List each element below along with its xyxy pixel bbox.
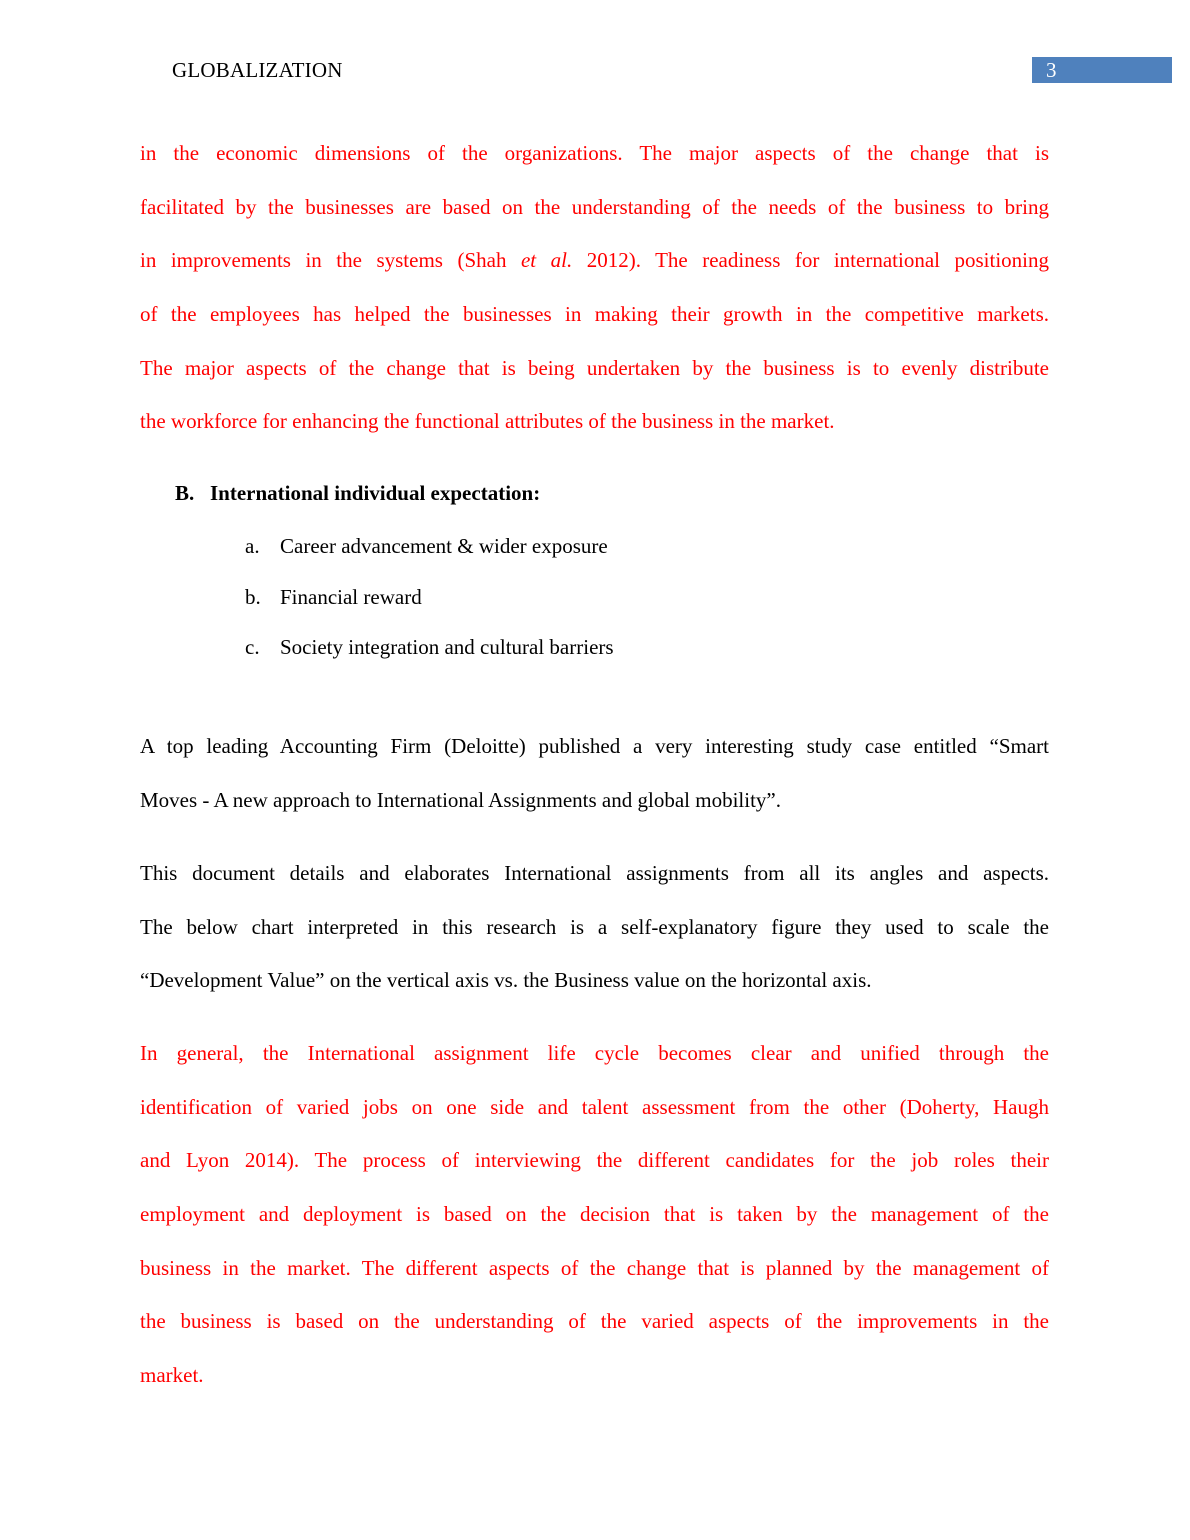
paragraph-line: A top leading Accounting Firm (Deloitte) published a very interesting study case entitled “Smart [140, 734, 1049, 758]
line-text-rest: 2012). The readiness for international positioning [572, 248, 1049, 273]
paragraph-line: the workforce for enhancing the functional attributes of the business in the market. [140, 409, 835, 434]
paragraph-line-citation [140, 234, 1049, 288]
page-number-box [1032, 57, 1172, 83]
paragraph-line: The below chart interpreted in this research is a self-explanatory figure they used to scale the [140, 914, 1049, 939]
paragraph-line: identification of varied jobs on one side and talent assessment from the other (Doherty, Haugh [140, 1094, 1049, 1119]
paragraph-line: business in the market. The different aspects of the change that is planned by the management of [140, 1255, 1049, 1280]
paragraph-line: In general, the International assignment life cycle becomes clear and unified through the [140, 1041, 1049, 1065]
list-item-text: Society integration and cultural barriers [280, 635, 614, 659]
paragraph-deloitte-study [140, 720, 1049, 827]
section-heading-text: International individual expectation: [210, 481, 541, 505]
paragraph-line: the business is based on the understanding of the varied aspects of the improvements in the [140, 1309, 1049, 1334]
paragraph-line: of the employees has helped the businesses in making their growth in the competitive markets. [140, 302, 1049, 327]
citation-et-al: et al. [520, 248, 573, 273]
expectation-list [245, 531, 614, 683]
paragraph-document-details [140, 847, 1049, 1008]
paragraph-line: and Lyon 2014). The process of interviewing the different candidates for the job roles their [140, 1148, 1049, 1173]
list-item [245, 531, 614, 582]
page-number: 3 [1046, 58, 1057, 82]
section-heading-b [175, 481, 540, 506]
paragraph-line: market. [140, 1363, 204, 1388]
list-marker: a. [245, 534, 260, 558]
paragraph-line: The major aspects of the change that is being undertaken by the business is to evenly distribute [140, 355, 1049, 380]
paragraph-life-cycle [140, 1027, 1049, 1403]
list-item-text: Financial reward [280, 584, 422, 609]
paragraph-economic-dimensions [140, 127, 1049, 449]
line-text: in improvements in the systems (Shah [140, 248, 521, 273]
paragraph-line: “Development Value” on the vertical axis vs. the Business value on the horizontal axis. [140, 968, 872, 993]
paragraph-line: This document details and elaborates International assignments from all its angles and aspects. [140, 861, 1049, 885]
list-marker: b. [245, 584, 261, 609]
list-marker: c. [245, 635, 260, 659]
paragraph-line: Moves - A new approach to International Assignments and global mobility”. [140, 787, 781, 812]
running-header-title: GLOBALIZATION [172, 58, 343, 82]
paragraph-line: facilitated by the businesses are based on the understanding of the needs of the business to bring [140, 194, 1049, 219]
paragraph-line: in the economic dimensions of the organizations. The major aspects of the change that is [140, 141, 1049, 165]
list-item-text: Career advancement & wider exposure [280, 534, 608, 558]
paragraph-line: employment and deployment is based on the decision that is taken by the management of the [140, 1202, 1049, 1227]
list-item [245, 632, 614, 683]
section-letter: B. [175, 481, 195, 505]
list-item [245, 582, 614, 633]
